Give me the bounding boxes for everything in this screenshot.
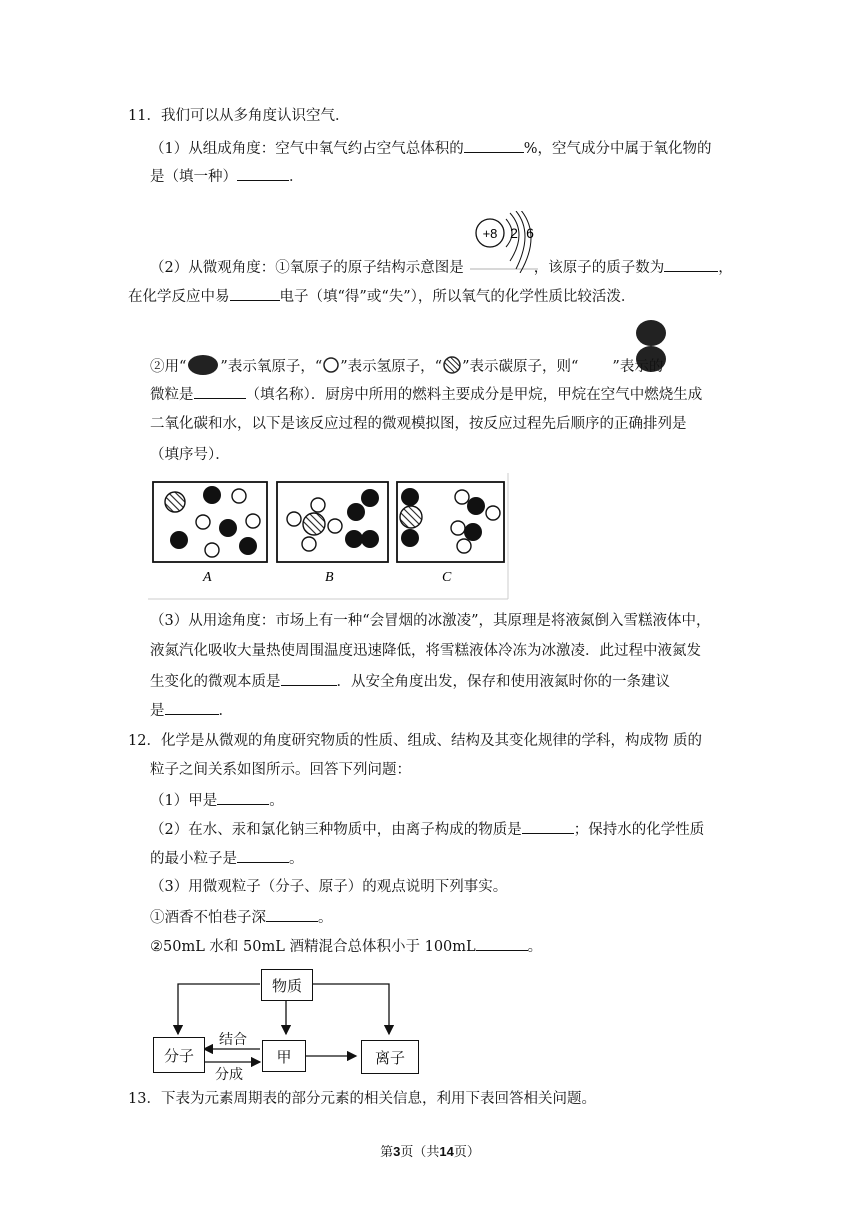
q11-p2-text-e: 电子（填“得”或“失”），所以氧气的化学性质比较活泼． bbox=[279, 289, 636, 305]
answer-blank[interactable] bbox=[281, 671, 337, 686]
answer-blank[interactable] bbox=[230, 286, 280, 301]
q12-s31-text-a: ①酒香不怕巷子深 bbox=[150, 910, 266, 926]
q12-s32-text-b: 。 bbox=[527, 939, 543, 955]
q12-s2-text-c: 的最小粒子是 bbox=[150, 851, 237, 867]
q11-part2-legend-line bbox=[150, 355, 663, 377]
q12-sub3: （3）用微观粒子（分子、原子）的观点说明下列事实。 bbox=[150, 879, 508, 895]
q11-p2-text-c: ， bbox=[718, 260, 733, 276]
q12-sub2-line1 bbox=[150, 819, 704, 840]
answer-blank[interactable] bbox=[217, 790, 269, 805]
q11-part1-line2 bbox=[150, 166, 304, 187]
q11-p4-text-c: 生变化的微观本质是 bbox=[150, 674, 281, 690]
box-ion: 离子 bbox=[361, 1040, 419, 1074]
panel-b bbox=[277, 482, 388, 562]
q11-p3-text-f: 微粒是 bbox=[150, 387, 194, 403]
atom-shell1-label: 2 bbox=[510, 225, 518, 241]
label-split: 分成 bbox=[215, 1066, 243, 1082]
q11-part2-line2 bbox=[128, 286, 635, 307]
q11-part2-line1 bbox=[150, 257, 733, 278]
answer-blank[interactable] bbox=[522, 819, 574, 834]
q11-part2-line5: 二氧化碳和水，以下是该反应过程的微观模拟图，按反应过程先后顺序的正确排列是 bbox=[150, 416, 687, 432]
q11-p3-text-c: ”表示氢原子，“ bbox=[340, 359, 443, 375]
q11-p3-text-b: ”表示氧原子，“ bbox=[220, 359, 323, 375]
q12-s32-text-a: ②50mL 水和 50mL 酒精混合总体积小于 100mL bbox=[150, 939, 476, 955]
q11-p3-text-e: ”表示的 bbox=[612, 359, 664, 375]
q11-p1-text-c: 是（填一种） bbox=[150, 169, 237, 185]
q11-p3-text-g: （填名称）．厨房中所用的燃料主要成分是甲烷，甲烷在空气中燃烧生成 bbox=[245, 387, 703, 403]
answer-blank[interactable] bbox=[664, 257, 718, 272]
q11-p4-text-d: ．从安全角度出发，保存和使用液氮时你的一条建议 bbox=[336, 674, 670, 690]
box-jia: 甲 bbox=[262, 1040, 306, 1072]
q12-s2-text-b: ；保持水的化学性质 bbox=[573, 822, 705, 838]
hydrogen-atom-icon bbox=[322, 356, 340, 374]
carbon-atom-icon bbox=[442, 355, 462, 375]
panel-c bbox=[397, 482, 504, 562]
atom-shell2-label: 6 bbox=[526, 225, 534, 241]
q12-s2-text-d: 。 bbox=[289, 851, 304, 867]
label-combine: 结合 bbox=[219, 1031, 247, 1047]
q11-p1-text-d: ． bbox=[289, 169, 304, 185]
methane-reaction-micro-model-figure bbox=[148, 473, 510, 601]
q11-p4-text-e: 是 bbox=[150, 703, 165, 719]
q11-p4-text-f: ． bbox=[218, 703, 233, 719]
footer-total-pages: 14 bbox=[439, 1144, 454, 1159]
q11-p3-text-d: ”表示碳原子，则“ bbox=[462, 359, 579, 375]
q12-sub2-line2 bbox=[150, 848, 304, 869]
footer-text: 页（共 bbox=[400, 1145, 440, 1160]
q11-part3-line3 bbox=[150, 671, 670, 692]
footer-text: 页） bbox=[453, 1145, 480, 1160]
panel-c-label: C bbox=[442, 570, 452, 585]
q12-s31-text-b: 。 bbox=[318, 910, 333, 926]
q11-part1-line1 bbox=[150, 138, 712, 159]
q11-part3-line1: （3）从用途角度：市场上有一种“会冒烟的冰激凌”，其原理是将液氮倒入雪糕液体中， bbox=[150, 613, 711, 629]
atom-nucleus-label: +8 bbox=[482, 226, 498, 241]
q11-part3-line2: 液氮汽化吸收大量热使周围温度迅速降低，将雪糕液体冷冻为冰激凌．此过程中液氮发 bbox=[150, 643, 701, 659]
answer-blank[interactable] bbox=[266, 907, 318, 922]
q12-sub1 bbox=[150, 790, 284, 811]
q12-sub3-item1 bbox=[150, 907, 333, 928]
answer-blank[interactable] bbox=[476, 936, 528, 951]
q11-part2-line6: （填序号）． bbox=[150, 447, 230, 463]
q12-sub3-item2 bbox=[150, 936, 542, 957]
q11-p1-text-a: （1）从组成角度：空气中氧气约占空气总体积的 bbox=[150, 141, 464, 157]
answer-blank[interactable] bbox=[237, 166, 289, 181]
box-molecule: 分子 bbox=[153, 1037, 205, 1073]
q11-p2-text-d: 在化学反应中易 bbox=[128, 289, 230, 305]
panel-b-label: B bbox=[325, 570, 334, 585]
answer-blank[interactable] bbox=[464, 138, 524, 153]
q11-part3-line4 bbox=[150, 700, 233, 721]
q12-s1-text-a: （1）甲是 bbox=[150, 793, 218, 809]
q12-s2-text-a: （2）在水、汞和氯化钠三种物质中，由离子构成的物质是 bbox=[150, 822, 522, 838]
panel-a-label: A bbox=[203, 570, 212, 585]
panel-a bbox=[153, 482, 267, 562]
footer-text: 第 bbox=[380, 1145, 394, 1160]
q11-p2-text-b: ，该原子的质子数为 bbox=[533, 260, 665, 276]
box-substance: 物质 bbox=[261, 969, 313, 1001]
page-footer bbox=[0, 1141, 860, 1160]
answer-blank[interactable] bbox=[237, 848, 289, 863]
q12-s1-text-b: 。 bbox=[269, 793, 284, 809]
q11-part2-line4 bbox=[150, 384, 702, 405]
q11-p2-text-a: （2）从微观角度：①氧原子的原子结构示意图是 bbox=[150, 260, 464, 276]
q12-stem-line2: 粒子之间关系如图所示。回答下列问题： bbox=[150, 762, 411, 778]
footer-page-number: 3 bbox=[393, 1144, 401, 1159]
q12-stem-line1: 12．化学是从微观的角度研究物质的性质、组成、结构及其变化规律的学科，构成物 质的 bbox=[128, 733, 703, 749]
oxygen-atom-icon bbox=[186, 355, 220, 375]
q11-stem: 11．我们可以从多角度认识空气． bbox=[128, 108, 350, 124]
answer-blank[interactable] bbox=[194, 384, 246, 399]
q13-stem: 13．下表为元素周期表的部分元素的相关信息，利用下表回答相关问题。 bbox=[128, 1091, 596, 1107]
answer-blank[interactable] bbox=[165, 700, 219, 715]
q11-p1-text-b: %，空气成分中属于氧化物的 bbox=[523, 141, 712, 157]
q11-p3-text-a: ②用“ bbox=[150, 359, 187, 375]
